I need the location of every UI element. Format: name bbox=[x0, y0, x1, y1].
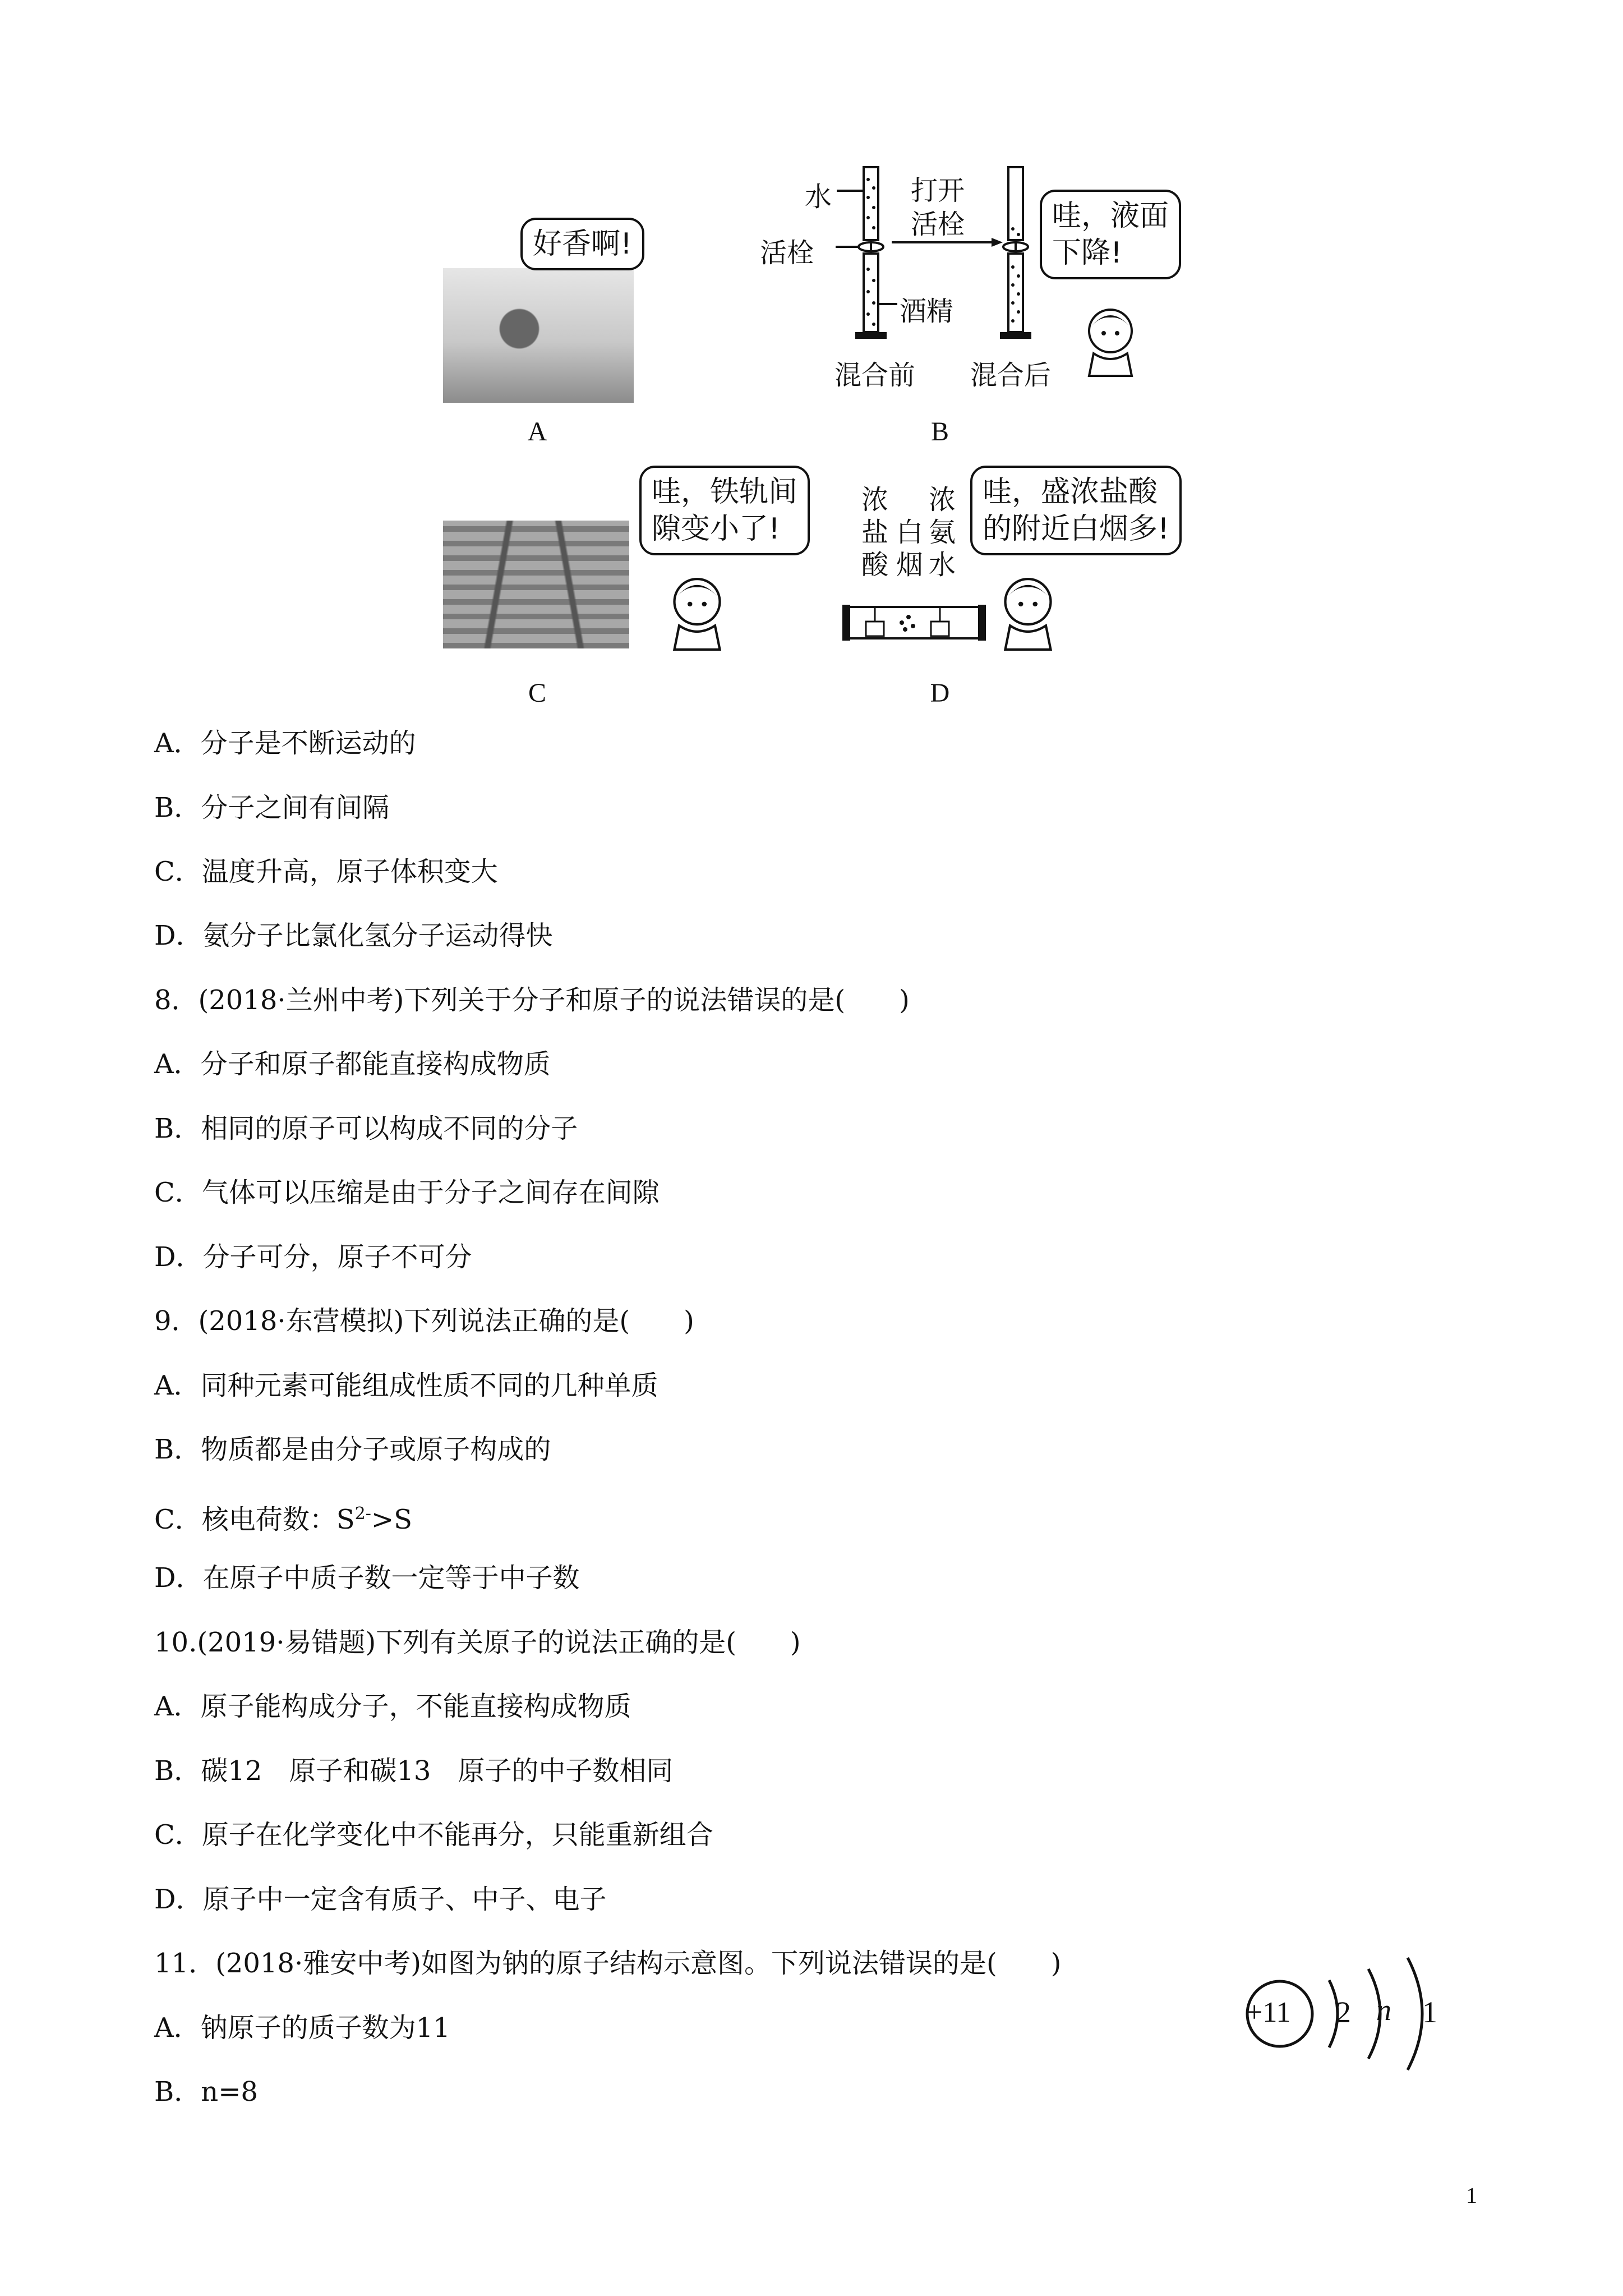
figure-b-label-after: 混合后 bbox=[970, 360, 1052, 391]
q8-option-b: B．相同的原子可以构成不同的分子 bbox=[154, 1113, 578, 1144]
sodium-shell-1-label: 2 bbox=[1336, 1995, 1351, 2029]
q11-option-b: B．n=8 bbox=[154, 2076, 258, 2108]
sodium-shell-3-label: 1 bbox=[1422, 1995, 1437, 2029]
figure-b-label-valve: 活栓 bbox=[760, 237, 814, 269]
q9-option-c-sup: 2- bbox=[354, 1504, 371, 1524]
figure-b-label-before: 混合前 bbox=[834, 360, 916, 391]
figure-d-label-hcl: 浓 盐 酸 bbox=[861, 484, 889, 581]
q8-stem: 8．(2018·兰州中考)下列关于分子和原子的说法错误的是( ) bbox=[154, 984, 910, 1016]
q8-option-d: D．分子可分，原子不可分 bbox=[154, 1241, 472, 1273]
sodium-nucleus-label: +11 bbox=[1246, 1996, 1291, 2028]
figure-c-photo bbox=[443, 521, 629, 648]
figure-d-caption: D bbox=[930, 678, 950, 708]
q7-option-c: C．温度升高，原子体积变大 bbox=[154, 856, 498, 887]
figure-d-kid bbox=[1003, 578, 1053, 651]
q10-stem: 10.(2019·易错题)下列有关原子的说法正确的是( ) bbox=[154, 1627, 801, 1658]
figure-a-photo bbox=[443, 268, 634, 403]
q9-option-a: A．同种元素可能组成性质不同的几种单质 bbox=[154, 1370, 658, 1401]
q10-option-a: A．原子能构成分子，不能直接构成物质 bbox=[154, 1691, 631, 1722]
q10-option-d: D．原子中一定含有质子、中子、电子 bbox=[154, 1884, 607, 1915]
figure-c-bubble: 哇，铁轨间 隙变小了! bbox=[639, 466, 810, 555]
q9-option-d: D．在原子中质子数一定等于中子数 bbox=[154, 1562, 580, 1594]
page-number: 1 bbox=[1466, 2183, 1477, 2208]
figure-c-caption: C bbox=[528, 678, 546, 708]
figure-b-label-alcohol: 酒精 bbox=[900, 296, 954, 327]
figure-d-apparatus bbox=[841, 600, 987, 645]
sodium-shell-2-label: n bbox=[1376, 1993, 1391, 2027]
figure-a-bubble: 好香啊! bbox=[520, 218, 644, 270]
q7-option-b: B．分子之间有间隔 bbox=[154, 792, 390, 823]
figure-d-bubble: 哇，盛浓盐酸 的附近白烟多! bbox=[970, 466, 1182, 555]
q9-option-c bbox=[154, 1497, 412, 1536]
figure-b-bubble: 哇，液面 下降! bbox=[1040, 190, 1181, 279]
figure-d-label-smoke: 白 烟 bbox=[896, 517, 924, 581]
q7-option-d: D．氨分子比氯化氢分子运动得快 bbox=[154, 920, 553, 951]
q9-option-c-tail: >S bbox=[371, 1504, 412, 1535]
q10-option-c: C．原子在化学变化中不能再分，只能重新组合 bbox=[154, 1819, 713, 1851]
q9-option-c-text: C．核电荷数：S bbox=[154, 1504, 355, 1535]
q8-option-a: A．分子和原子都能直接构成物质 bbox=[154, 1048, 551, 1080]
figure-b-label-water: 水 bbox=[805, 181, 832, 213]
q8-option-c: C．气体可以压缩是由于分子之间存在间隙 bbox=[154, 1177, 660, 1208]
q9-stem: 9．(2018·东营模拟)下列说法正确的是( ) bbox=[154, 1305, 694, 1337]
figure-c-kid bbox=[672, 578, 722, 651]
figure-b-caption: B bbox=[930, 417, 949, 447]
q9-option-b: B．物质都是由分子或原子构成的 bbox=[154, 1434, 551, 1465]
q11-option-a: A．钠原子的质子数为11 bbox=[154, 2012, 450, 2044]
figure-a-caption: A bbox=[527, 417, 547, 447]
q7-option-a: A．分子是不断运动的 bbox=[154, 728, 416, 759]
figure-b-label-open-valve: 打开 活栓 bbox=[911, 175, 965, 240]
figure-d-label-nh3: 浓 氨 水 bbox=[929, 484, 956, 581]
q11-stem: 11．(2018·雅安中考)如图为钠的原子结构示意图。下列说法错误的是( ) bbox=[154, 1948, 1062, 1979]
q10-option-b: B．碳12 原子和碳13 原子的中子数相同 bbox=[154, 1755, 674, 1787]
